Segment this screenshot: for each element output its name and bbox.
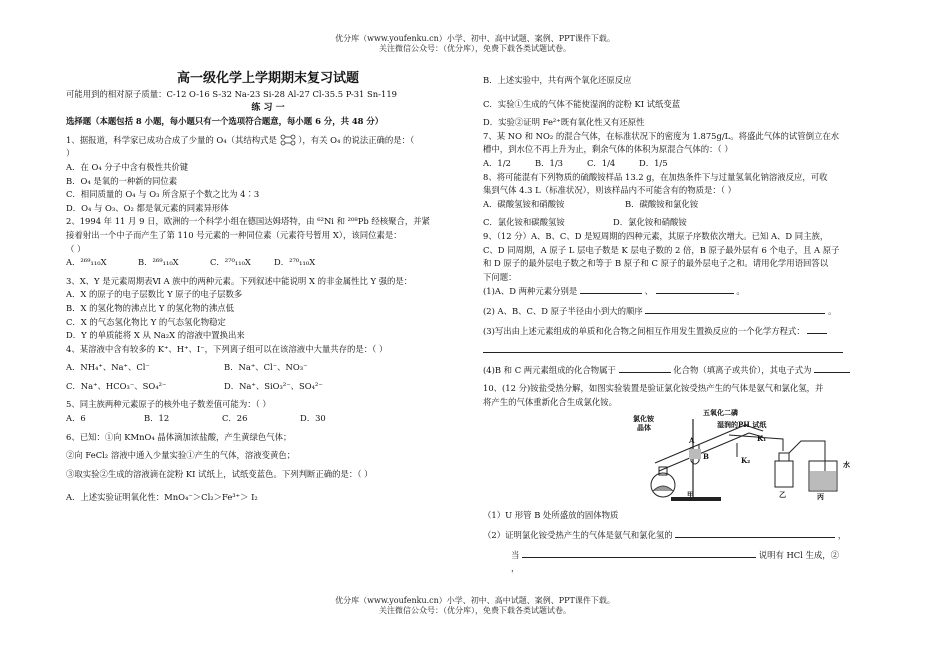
q8-line-2: 集到气体 4.3 L（标准状况），则该样品内不可能含有的物质是：（ ） (483, 185, 736, 196)
footer-line-2: 关注微信公众号：（优分库），免费下载各类试题试卷。 (379, 606, 571, 615)
q9-answer-1b[interactable] (656, 284, 734, 294)
q10-answer-2a[interactable] (675, 528, 835, 538)
q9-line-1: 9、（12 分）A、B、C、D 是短周期的四种元素，其原子序数依次增大。已知 A、D 同主族， (483, 230, 829, 241)
q3-option-d[interactable]: D．Y 的单质能将 X 从 Na₂X 的溶液中置换出来 (66, 330, 245, 341)
label-p2o5: 五氧化二磷 (703, 408, 738, 418)
q5-option-b[interactable]: B．12 (144, 413, 170, 424)
question-7 (483, 130, 888, 171)
q1-stem-3: ） (66, 148, 75, 159)
question-8 (483, 171, 888, 230)
question-2 (66, 215, 470, 269)
question-4 (66, 343, 470, 394)
q9-part-2 (483, 304, 888, 319)
q3-option-c[interactable]: C．X 的气态氢化物比 Y 的气态氢化物稳定 (66, 316, 226, 327)
q6-option-a[interactable]: A．上述实验证明氧化性：MnO₄⁻＞Cl₂＞Fe³⁺＞ I₂ (66, 492, 258, 503)
label-b: B (703, 452, 709, 462)
q9-part-3 (483, 324, 888, 339)
q9-part-1-sep: 、 (644, 286, 654, 297)
q2-options (66, 256, 470, 270)
q8-options-row-2 (483, 216, 888, 230)
q9-part-1-label: (1)A、D 两种元素分别是 (483, 286, 578, 297)
q6-option-b[interactable]: B．上述实验中，共有两个氧化还原反应 (483, 75, 632, 85)
q8-option-d[interactable]: D．氯化铵和硝酸铵 (613, 217, 687, 228)
footer-line-1: 优分库（www.youfenku.cn）小学、初中、高中试题、案例、PPT课件下载。 (335, 596, 615, 605)
q10-answer-2b[interactable] (522, 548, 756, 558)
label-nh4cl: 氯化铵 (633, 414, 654, 424)
page-title: 高一级化学上学期期末复习试题 (176, 71, 359, 86)
q9-answer-4a[interactable] (619, 363, 671, 373)
q10-part-2 (483, 528, 888, 543)
q4-option-d[interactable]: D．Na⁺、SiO₃²⁻、SO₄²⁻ (224, 380, 323, 391)
question-6 (66, 431, 470, 505)
label-bing: 丙 (817, 492, 824, 502)
q10-part-2b-end: 说明有 HCl 生成，② (758, 549, 840, 560)
q8-option-b[interactable]: B．碳酸铵和氯化铵 (625, 198, 699, 209)
q9-part-1 (483, 284, 888, 299)
q9-part-4 (483, 363, 888, 378)
q7-option-d[interactable]: D．1/5 (639, 157, 668, 168)
q9-part-3-line (483, 343, 888, 358)
q10-line-1: 10、(12 分)铵盐受热分解，如图实验装置是验证氯化铵受热产生的气体是氨气和氯化氢，并 (483, 383, 824, 394)
question-9 (483, 230, 888, 377)
q8-line-1: 8、将可能混有下列物质的硫酸铵样品 13.2 g，在加热条件下与过量氢氧化钠溶液反应，可收 (483, 171, 828, 182)
q4-options-row-2 (66, 380, 470, 394)
q10-line-2: 将产生的气体重新化合生成氯化铵。 (483, 396, 617, 407)
label-k1: K₁ (757, 434, 767, 444)
q4-options-row-1 (66, 361, 470, 375)
q10-part-2c: ， (511, 563, 520, 574)
q10-part-1: （1）U 形管 B 处所盛放的固体物质 (483, 510, 619, 521)
page-header (0, 34, 950, 54)
q2-option-b[interactable]: B．²⁶⁹₁₁₀X (138, 257, 179, 268)
apparatus-diagram (633, 408, 863, 503)
question-5 (66, 398, 470, 425)
q2-line-3: （ ） (66, 243, 86, 254)
q6-option-c[interactable]: C．实验①生成的气体不能使湿润的淀粉 KI 试纸变蓝 (483, 98, 681, 109)
label-ph-paper: 湿润的PH 试纸 (717, 420, 767, 430)
q9-answer-4b[interactable] (814, 363, 850, 373)
label-water: 水 (843, 460, 850, 470)
q5-option-d[interactable]: D．30 (300, 413, 326, 424)
q8-option-c[interactable]: C．氯化铵和碳酸氢铵 (483, 217, 565, 228)
q5-option-c[interactable]: C．26 (222, 413, 248, 424)
q9-line-4: 下问题： (483, 271, 517, 282)
question-10 (483, 382, 888, 576)
q6-statement-2: ②向 FeCl₂ 溶液中通入少量实验①产生的气体，溶液变黄色； (66, 450, 296, 461)
question-1 (66, 134, 470, 216)
q2-option-c[interactable]: C．²⁷⁰₁₁₀X (210, 257, 251, 268)
q8-options-row-1 (483, 198, 888, 212)
q4-option-c[interactable]: C．Na⁺、HCO₃⁻、SO₄²⁻ (66, 380, 167, 391)
q1-option-b[interactable]: B．O₄ 是氧的一种新的同位素 (66, 175, 178, 186)
q1-option-d[interactable]: D．O₄ 与 O₃、O₂ 都是氧元素的同素异形体 (66, 202, 229, 213)
q2-line-2: 接着射出一个中子而产生了第 110 号元素的一种同位素（元素符号暂用 X），该同位素是： (66, 229, 402, 240)
q10-part-2b-start: 当 (511, 549, 520, 560)
q9-answer-2[interactable] (645, 304, 825, 314)
q6-stem: 6、已知：①向 KMnO₄ 晶体滴加浓盐酸，产生黄绿色气体； (66, 431, 292, 442)
q4-option-a[interactable]: A．NH₄⁺、Na⁺、Cl⁻ (66, 362, 150, 373)
q2-option-a[interactable]: A．²⁶⁹₁₁₀X (66, 257, 107, 268)
left-column (66, 70, 470, 505)
atomic-masses: 可能用到的相对原子质量：C-12 O-16 S-32 Na-23 Si-28 Al-27 Cl-35.5 P-31 Sn-119 (66, 89, 397, 99)
q7-line-1: 7、某 NO 和 NO₂ 的混合气体，在标准状况下的密度为 1.875g/L。将盛此气体的试管倒立在水 (483, 130, 840, 141)
label-a: A (689, 436, 695, 446)
q9-answer-3a[interactable] (807, 324, 827, 334)
q3-option-b[interactable]: B．X 的氢化物的沸点比 Y 的氢化物的沸点低 (66, 302, 235, 313)
q6-statement-3: ③取实验②生成的溶液滴在淀粉 KI 试纸上，试纸变蓝色。下列判断正确的是：（ ） (66, 468, 373, 479)
q5-options (66, 412, 470, 426)
q1-stem-2: ），有关 O₄ 的说法正确的是：（ (298, 134, 415, 145)
q7-option-a[interactable]: A．1/2 (483, 157, 511, 168)
question-3 (66, 275, 470, 343)
q4-stem: 4、某溶液中含有较多的 K⁺、H⁺、I⁻，下列离子组可以在该溶液中大量共存的是：（ ） (66, 343, 388, 354)
q10-part-2b (483, 548, 888, 563)
q1-option-a[interactable]: A．在 O₄ 分子中含有极性共价键 (66, 161, 189, 172)
q4-option-b[interactable]: B．Na⁺、Cl⁻、NO₃⁻ (224, 362, 308, 373)
q7-options (483, 157, 888, 171)
label-k2: K₂ (741, 456, 751, 466)
o4-structure-icon (280, 134, 296, 146)
mc-instructions: 选择题（本题包括 8 小题，每小题只有一个选项符合题意，每小题 6 分，共 48 分） (66, 116, 384, 127)
q9-part-4-label-b: 化合物（填离子或共价），其电子式为 (673, 364, 812, 375)
label-yi: 乙 (779, 490, 786, 500)
q9-answer-3b[interactable] (483, 343, 843, 353)
q9-answer-1a[interactable] (580, 284, 642, 294)
q1-stem-1: 1、据报道，科学家已成功合成了少量的 O₄（其结构式是 (66, 134, 277, 145)
q9-line-3: 和 D 原子的最外层电子数之和等于 B 原子和 C 原子的最外层电子之和。请用化学用语回答以 (483, 258, 829, 269)
q9-line-2: C、D 同周期，A 原子 L 层电子数是 K 层电子数的 2 倍，B 原子最外层有 6 个电子，且 A 原子 (483, 244, 840, 255)
q9-part-4-label: (4)B 和 C 两元素组成的化合物属于 (483, 364, 616, 375)
q8-option-a[interactable]: A．碳酸氢铵和硝酸铵 (483, 198, 565, 209)
q5-option-a[interactable]: A．6 (66, 413, 86, 424)
q10-part-2-end: ， (837, 530, 847, 541)
q7-line-2: 槽中，到水位不再上升为止，剩余气体的体积为原混合气体的：（ ） (483, 144, 733, 155)
q7-option-c[interactable]: C．1/4 (587, 157, 616, 168)
q9-part-2-end: 。 (828, 305, 837, 316)
section-title: 练 习 一 (251, 102, 285, 113)
q3-option-a[interactable]: A．X 的原子的电子层数比 Y 原子的电子层数多 (66, 289, 243, 300)
q9-part-2-label: (2) A、B、C、D 原子半径由小到大的顺序 (483, 305, 643, 316)
q2-option-d[interactable]: D．²⁷⁰₁₁₀X (274, 257, 316, 268)
header-line-1: 优分库（www.youfenku.cn）小学、初中、高中试题、案例、PPT课件下载。 (335, 34, 615, 43)
label-crystal: 晶体 (637, 423, 651, 433)
q3-stem: 3、X、Y 是元素周期表Ⅵ A 族中的两种元素。下列叙述中能说明 X 的非金属性比 Y 强的是： (66, 275, 413, 286)
q1-option-c[interactable]: C．相同质量的 O₄ 与 O₃ 所含原子个数之比为 4∶3 (66, 189, 260, 200)
page-footer (0, 596, 950, 616)
q9-part-1-end: 。 (736, 286, 745, 297)
q9-part-3-label: (3)写出由上述元素组成的单质和化合物之间相互作用发生置换反应的一个化学方程式： (483, 325, 805, 336)
q7-option-b[interactable]: B．1/3 (535, 157, 564, 168)
q2-line-1: 2、1994 年 11 月 9 日，欧洲的一个科学小组在德国达姆塔特，由 ⁶²Ni 和 ²⁰⁸Pb 经核聚合，并紧 (66, 216, 430, 227)
q5-stem: 5、同主族两种元素原子的核外电子数差值可能为：（ ） (66, 399, 271, 410)
q6-option-d[interactable]: D．实验②证明 Fe²⁺既有氧化性又有还原性 (483, 117, 645, 128)
right-column (483, 74, 888, 576)
header-line-2: 关注微信公众号：（优分库），免费下载各类试题试卷。 (379, 44, 571, 53)
q10-part-2-label: （2）证明氯化铵受热产生的气体是氨气和氯化氢的 (483, 530, 673, 541)
label-jia: 甲 (687, 490, 694, 500)
